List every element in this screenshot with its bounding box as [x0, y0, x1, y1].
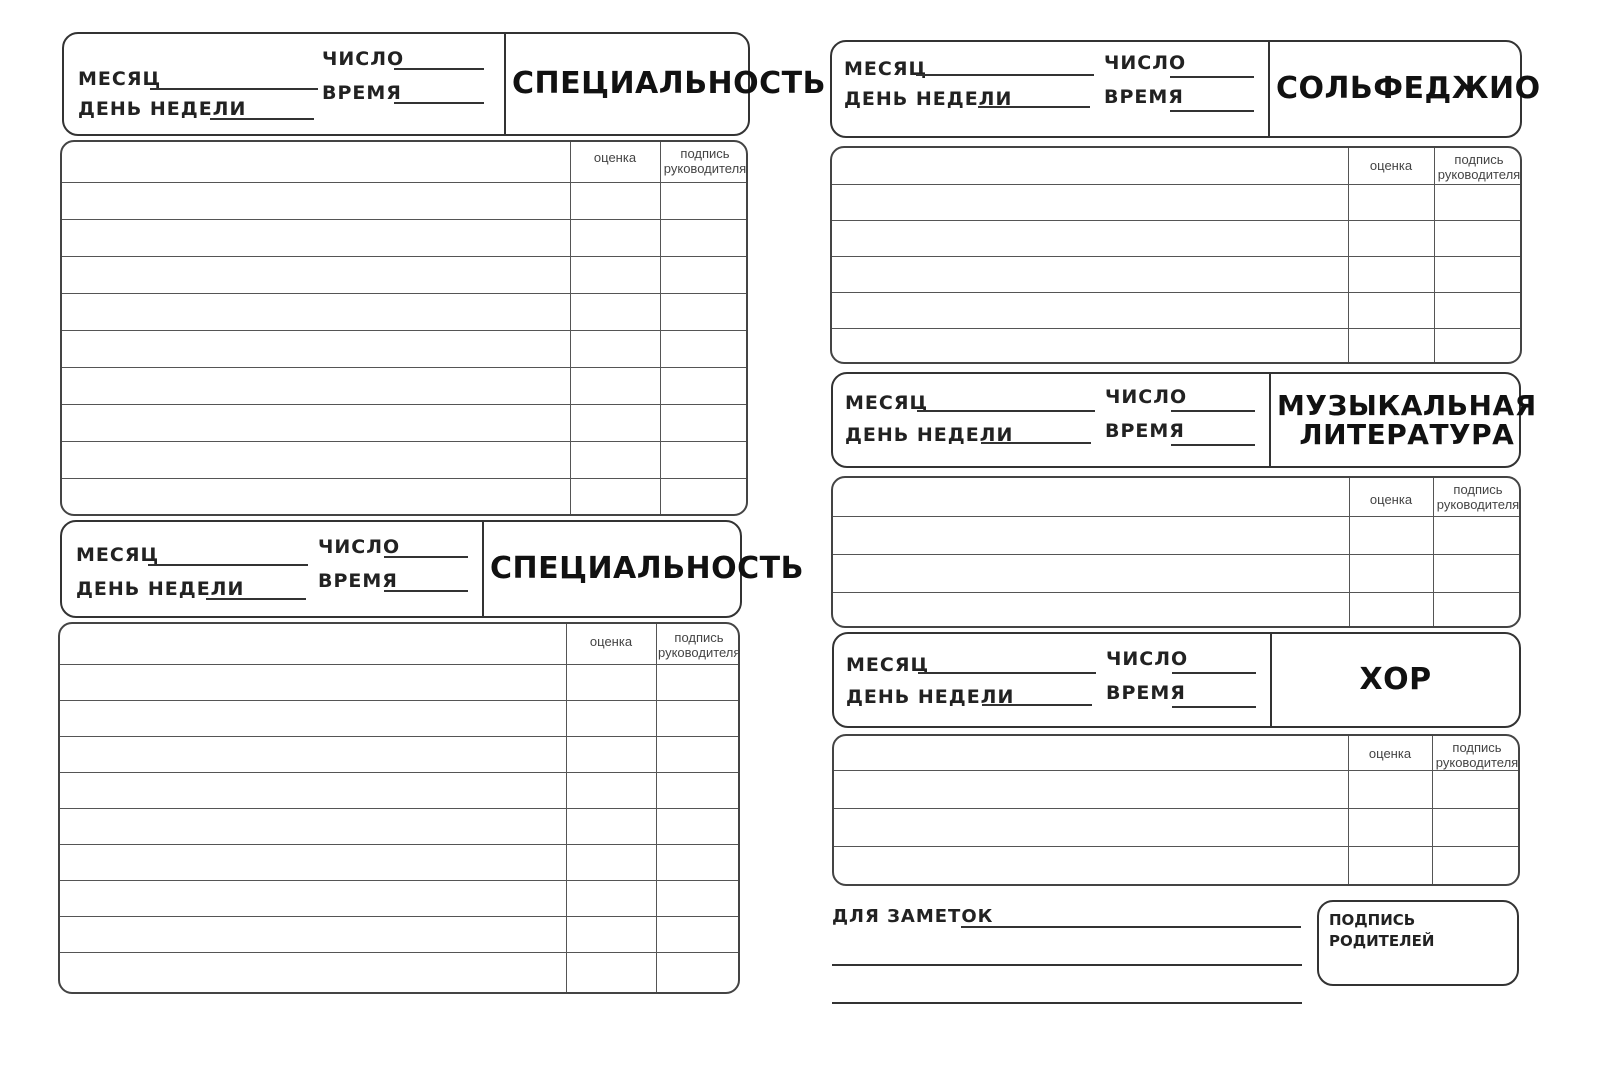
parent-signature-box[interactable]	[1317, 900, 1519, 986]
table-row	[60, 736, 738, 737]
table-row	[833, 516, 1519, 517]
grade-column-header: оценка	[1369, 492, 1413, 507]
table-row	[832, 256, 1520, 257]
subject-title: МУЗЫКАЛЬНАЯ ЛИТЕРАТУРА	[1277, 388, 1537, 451]
date-field[interactable]	[1172, 672, 1256, 674]
signature-column-header: подпись руководителя	[1437, 152, 1521, 182]
table-row	[832, 292, 1520, 293]
grade-column-divider	[570, 142, 571, 514]
lesson-table	[830, 146, 1522, 364]
signature-column-divider	[1433, 478, 1434, 626]
table-row	[60, 700, 738, 701]
date-label: ЧИСЛО	[1105, 386, 1188, 408]
notes-line[interactable]	[961, 926, 1301, 928]
signature-column-divider	[1432, 736, 1433, 884]
time-field[interactable]	[1172, 706, 1256, 708]
notes-line[interactable]	[832, 964, 1302, 966]
lesson-header	[60, 520, 805, 618]
subject-title: СОЛЬФЕДЖИО	[1276, 71, 1541, 107]
month-field[interactable]	[917, 410, 1095, 412]
table-row	[832, 184, 1520, 185]
table-row	[60, 880, 738, 881]
signature-column-header: подпись руководителя	[1436, 482, 1520, 512]
date-label: ЧИСЛО	[322, 48, 405, 70]
day-of-week-label: ДЕНЬ НЕДЕЛИ	[78, 98, 247, 120]
month-label: МЕСЯЦ	[76, 544, 160, 566]
month-field[interactable]	[150, 88, 318, 90]
date-label: ЧИСЛО	[318, 536, 401, 558]
day-of-week-field[interactable]	[206, 598, 306, 600]
table-row	[832, 328, 1520, 329]
month-field[interactable]	[918, 672, 1096, 674]
time-field[interactable]	[394, 102, 484, 104]
lesson-table	[58, 622, 740, 994]
table-row	[60, 844, 738, 845]
day-of-week-label: ДЕНЬ НЕДЕЛИ	[845, 424, 1014, 446]
table-row	[60, 952, 738, 953]
lesson-table	[60, 140, 748, 516]
table-row	[834, 770, 1518, 771]
notes-line[interactable]	[832, 1002, 1302, 1004]
table-row	[833, 592, 1519, 593]
date-field[interactable]	[1170, 76, 1254, 78]
month-label: МЕСЯЦ	[846, 654, 930, 676]
month-field[interactable]	[916, 74, 1094, 76]
grade-column-divider	[1348, 148, 1349, 362]
signature-column-header: подпись руководителя	[1435, 740, 1519, 770]
parent-signature-label: ПОДПИСЬ РОДИТЕЛЕЙ	[1329, 911, 1435, 950]
subject-title: СПЕЦИАЛЬНОСТЬ	[512, 66, 827, 102]
date-field[interactable]	[394, 68, 484, 70]
date-label: ЧИСЛО	[1106, 648, 1189, 670]
subject-title: СПЕЦИАЛЬНОСТЬ	[490, 551, 805, 587]
month-field[interactable]	[148, 564, 308, 566]
table-row	[832, 220, 1520, 221]
time-field[interactable]	[1170, 110, 1254, 112]
table-row	[834, 846, 1518, 847]
table-row	[60, 664, 738, 665]
lesson-header	[830, 40, 1541, 138]
month-label: МЕСЯЦ	[845, 392, 929, 414]
time-label: ВРЕМЯ	[1106, 682, 1186, 704]
table-row	[834, 808, 1518, 809]
time-label: ВРЕМЯ	[1104, 86, 1184, 108]
day-of-week-field[interactable]	[981, 442, 1091, 444]
time-label: ВРЕМЯ	[322, 82, 402, 104]
lesson-table	[831, 476, 1521, 628]
date-field[interactable]	[384, 556, 468, 558]
table-row	[62, 367, 746, 368]
table-row	[60, 808, 738, 809]
table-row	[62, 219, 746, 220]
right-page	[799, 0, 1598, 1080]
day-of-week-label: ДЕНЬ НЕДЕЛИ	[76, 578, 245, 600]
day-of-week-label: ДЕНЬ НЕДЕЛИ	[846, 686, 1015, 708]
date-field[interactable]	[1171, 410, 1255, 412]
lesson-header	[62, 32, 827, 136]
notes-label: ДЛЯ ЗАМЕТОК	[832, 906, 994, 927]
signature-column-header: подпись руководителя	[658, 630, 741, 660]
time-field[interactable]	[384, 590, 468, 592]
signature-column-header: подпись руководителя	[663, 146, 747, 176]
subject-title: ХОР	[1359, 662, 1432, 698]
month-label: МЕСЯЦ	[844, 58, 928, 80]
day-of-week-field[interactable]	[982, 704, 1092, 706]
signature-column-divider	[660, 142, 661, 514]
date-label: ЧИСЛО	[1104, 52, 1187, 74]
table-row	[62, 256, 746, 257]
table-row	[833, 554, 1519, 555]
table-row	[62, 441, 746, 442]
table-row	[60, 916, 738, 917]
time-label: ВРЕМЯ	[318, 570, 398, 592]
table-row	[62, 404, 746, 405]
grade-column-header: оценка	[1369, 158, 1413, 173]
month-label: МЕСЯЦ	[78, 68, 162, 90]
signature-column-divider	[1434, 148, 1435, 362]
lesson-header	[831, 372, 1537, 468]
table-row	[62, 182, 746, 183]
table-row	[60, 772, 738, 773]
time-field[interactable]	[1171, 444, 1255, 446]
lesson-header	[832, 632, 1521, 728]
lesson-table	[832, 734, 1520, 886]
day-of-week-field[interactable]	[978, 106, 1090, 108]
table-row	[62, 330, 746, 331]
grade-column-header: оценка	[589, 634, 633, 649]
day-of-week-label: ДЕНЬ НЕДЕЛИ	[844, 88, 1013, 110]
table-row	[62, 478, 746, 479]
table-row	[62, 293, 746, 294]
day-of-week-field[interactable]	[210, 118, 314, 120]
grade-column-header: оценка	[1368, 746, 1412, 761]
grade-column-header: оценка	[593, 150, 637, 165]
time-label: ВРЕМЯ	[1105, 420, 1185, 442]
